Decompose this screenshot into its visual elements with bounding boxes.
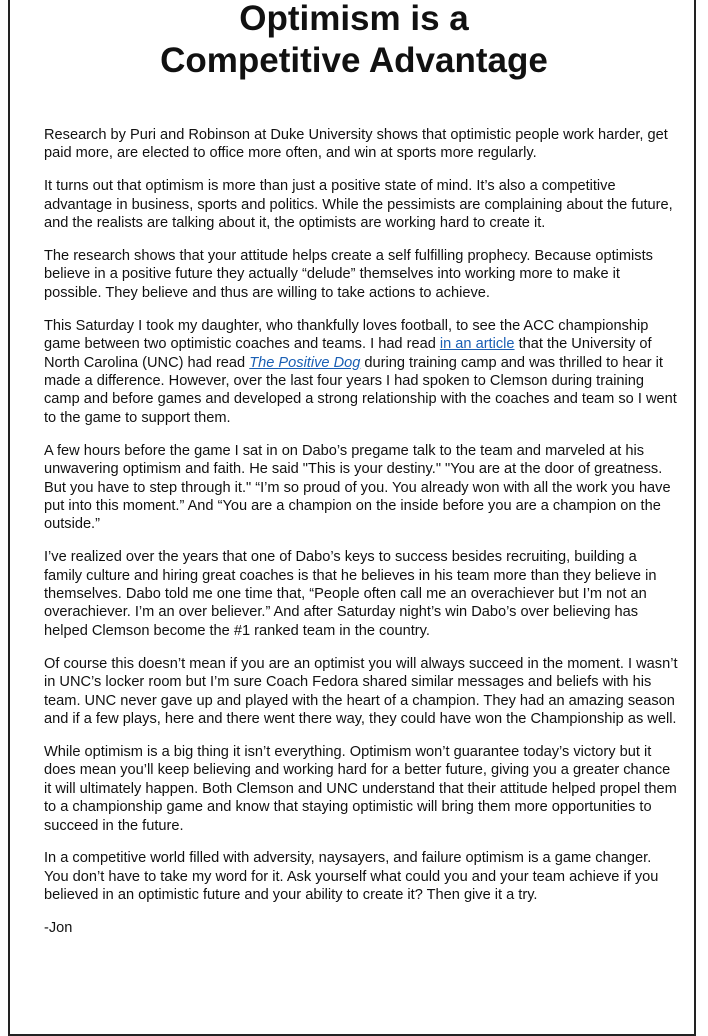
paragraph-text: This Saturday I took my daughter, who thankfully loves football, to see the ACC championship game between two optimistic coaches and teams. I had read xyxy=(44,317,649,353)
paragraph-pregame-talk: A few hours before the game I sat in on Dabo’s pregame talk to the team and marveled at his unwavering optimism and faith. He said "This is your destiny." "You are at the door of greatness. But you have to step through it." “I’m so proud of you. You already won with all the work you have put into this moment.” And “You are a champion on the inside before you are a champion on the outside.” xyxy=(44,442,671,533)
paragraph-text: that the University of North Carolina (UNC) had read xyxy=(44,336,652,371)
title-line-1: Optimism is a xyxy=(239,0,469,38)
paragraph-self-fulfilling-prophecy: The research shows that your attitude helps create a self fulfilling prophecy. Because optimists believe in a positive future they actually “delude” themselves into working more to make it possible. They believe and thus are willing to take actions to achieve. xyxy=(44,248,653,301)
article-link[interactable]: in an article xyxy=(439,336,515,353)
paragraph-optimism-not-everything: While optimism is a big thing it isn’t everything. Optimism won’t guarantee today’s victory but it does mean you’ll keep believing and working hard for a better future, giving you a greater chance it will ultimately happen. Both Clemson and UNC understand that their attitude helped propel them to a championship game and know that staying optimistic will bring them more opportunities to succeed in the future. xyxy=(44,743,677,834)
paragraph-unc: Of course this doesn’t mean if you are an optimist you will always succeed in the moment. I wasn’t in UNC’s locker room but I’m sure Coach Fedora shared similar messages and beliefs with his team. UNC never gave up and played with the heart of a champion. They had an amazing season and if a few plays, here and there went there way, they could have won the Championship as well. xyxy=(44,655,678,727)
paragraph-text: during training camp and was thrilled to hear it made a difference. However, over the last four years I had spoken to Clemson during training camp and before games and developed a strong relationship with the coaches and team so I went to the game to support them. xyxy=(44,354,677,426)
article-body xyxy=(44,126,678,938)
paragraph-over-believer: I’ve realized over the years that one of Dabo’s keys to success besides recruiting, building a family culture and hiring great coaches is that he believes in his team more than they believe in themselves. Dabo told me one time that, “People often call me an overachiever but I’m not an overachiever. I’m an over believer.” And after Saturday night’s win Dabo’s over believing has helped Clemson become the #1 ranked team in the country. xyxy=(44,549,657,639)
title-line-2: Competitive Advantage xyxy=(160,41,548,80)
paragraph-research: Research by Puri and Robinson at Duke University shows that optimistic people work harder, get paid more, are elected to office more often, and win at sports more regularly. xyxy=(44,127,668,162)
signature: -Jon xyxy=(44,920,73,937)
paragraph-acc-championship xyxy=(44,317,678,427)
paragraph-game-changer: In a competitive world filled with adversity, naysayers, and failure optimism is a game changer. You don’t have to take my word for it. Ask yourself what could you and your team achieve if you believed in an optimistic future and your ability to create it? Then give it a try. xyxy=(44,850,659,904)
paragraph-competitive-advantage: It turns out that optimism is more than just a positive state of mind. It’s also a competitive advantage in business, sports and politics. While the pessimists are complaining about the future, and the realists are talking about it, the optimists are working hard to create it. xyxy=(44,178,673,232)
positive-dog-book-link[interactable]: The Positive Dog xyxy=(249,354,361,371)
article-title xyxy=(0,0,708,82)
